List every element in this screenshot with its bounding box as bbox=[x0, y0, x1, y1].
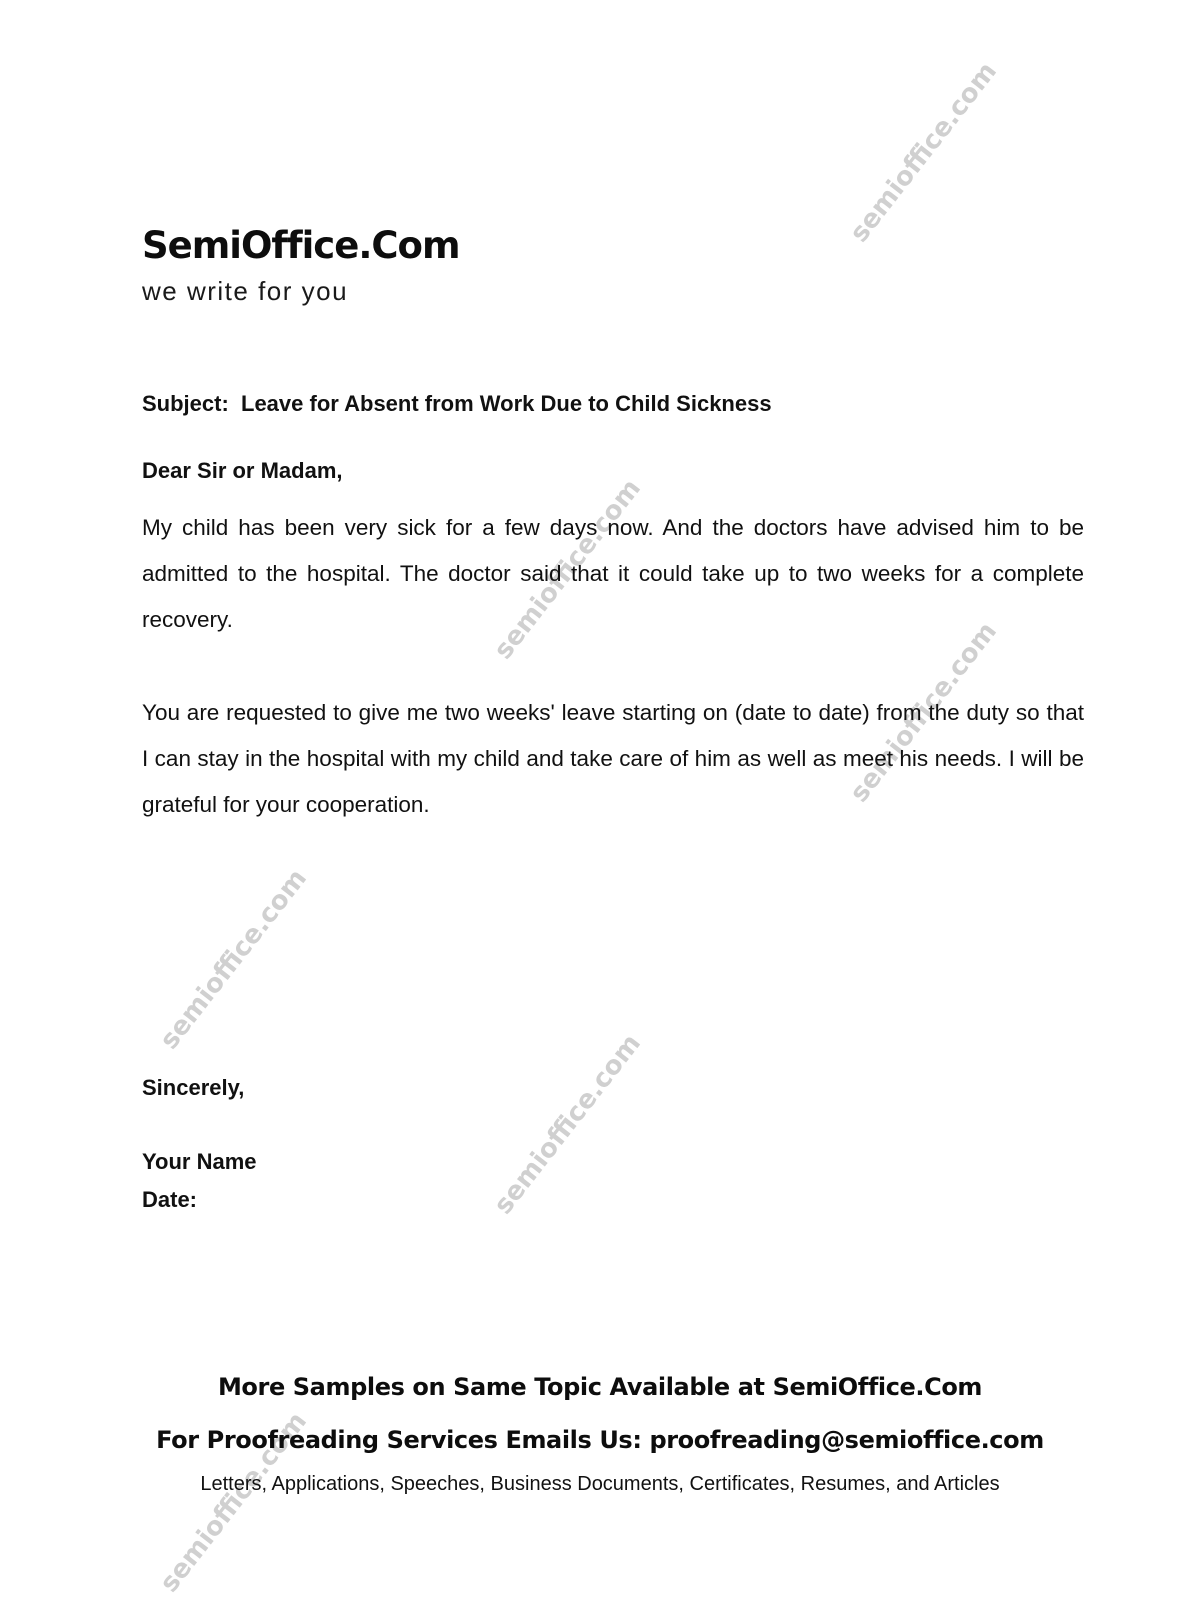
letter-closing: Sincerely, bbox=[142, 1075, 245, 1100]
brand-logo-text: SemiOffice.Com bbox=[142, 224, 460, 267]
watermark: semioffice.com bbox=[844, 56, 1003, 248]
signature-date: Date: bbox=[142, 1187, 198, 1212]
footer-categories: Letters, Applications, Speeches, Business Documents, Certificates, Resumes, and Articles bbox=[200, 1473, 1000, 1495]
letter-salutation: Dear Sir or Madam, bbox=[142, 458, 343, 483]
letter-subject: Subject: Leave for Absent from Work Due to Child Sickness bbox=[142, 391, 772, 416]
letter-paragraph: You are requested to give me two weeks' leave starting on (date to date) from the duty so that I can stay in the hospital with my child and take care of him as well as meet his needs. I will be grateful for your cooperation. bbox=[142, 700, 1084, 817]
watermark: semioffice.com bbox=[488, 473, 647, 665]
signature-name: Your Name bbox=[142, 1149, 257, 1174]
letter-paragraph: My child has been very sick for a few days now. And the doctors have advised him to be admitted to the hospital. The doctor said that it could take up to two weeks for a complete recovery. bbox=[142, 515, 1084, 632]
watermark: semioffice.com bbox=[488, 1028, 647, 1220]
brand-tagline: we write for you bbox=[142, 276, 349, 306]
watermark: semioffice.com bbox=[154, 863, 313, 1055]
footer-more-samples: More Samples on Same Topic Available at SemiOffice.Com bbox=[217, 1373, 983, 1401]
watermark: semioffice.com bbox=[154, 1406, 313, 1598]
watermark: semioffice.com bbox=[844, 616, 1003, 808]
footer-proofreading: For Proofreading Services Emails Us: proofreading@semioffice.com bbox=[156, 1426, 1044, 1454]
